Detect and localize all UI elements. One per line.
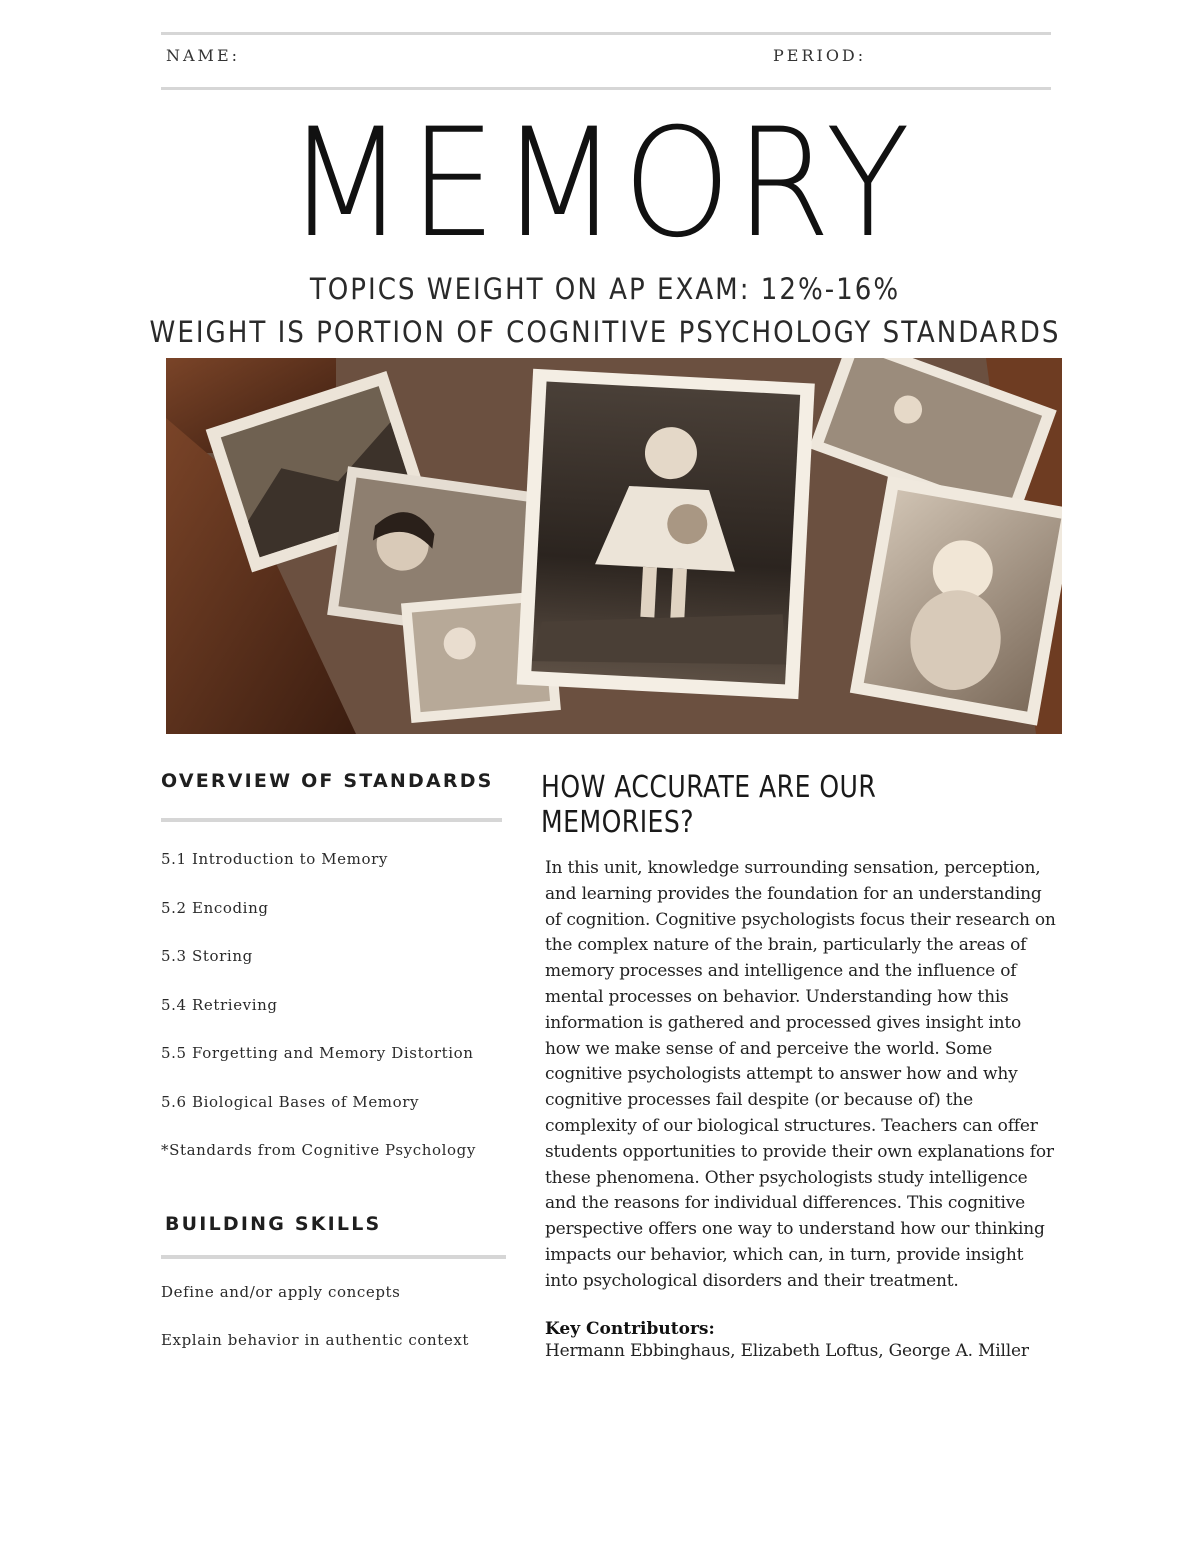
overview-rule	[161, 818, 502, 822]
list-item: 5.1 Introduction to Memory	[161, 850, 388, 868]
standards-list	[161, 849, 506, 1189]
list-item: 5.5 Forgetting and Memory Distortion	[161, 1044, 474, 1062]
article-body: In this unit, knowledge surrounding sensation, perception, and learning provides the foundation for an understanding of cognition. Cognitive psychologists focus their research on the complex nature of the brain, particularly the areas of memory processes and intelligence and the influence of mental processes on behavior. Understanding how this information is gathered and processed gives insight into how we make sense of and perceive the world. Some cognitive psychologists attempt to answer how and why cognitive processes fail despite (or because of) the complexity of our biological structures. Teachers can offer students opportunities to provide their own explanations for these phenomena. Other psychologists study intelligence and the reasons for individual differences. This cognitive perspective offers one way to understand how our thinking impacts our behavior, which can, in turn, provide insight into psychological disorders and their treatment.	[545, 858, 1056, 1291]
list-item: 5.2 Encoding	[161, 898, 269, 917]
key-contributors-names: Hermann Ebbinghaus, Elizabeth Loftus, George A. Miller	[545, 1340, 1029, 1361]
girl-with-ball-photo	[517, 369, 815, 699]
list-item: 5.3 Storing	[161, 947, 253, 965]
baby-photo-right	[850, 476, 1062, 726]
key-contributors-label: Key Contributors:	[545, 1318, 715, 1339]
exam-weight-subtitle: TOPICS WEIGHT ON AP EXAM: 12%-16%	[309, 272, 901, 306]
article-column	[541, 770, 1061, 1361]
article-heading: HOW ACCURATE ARE OUR MEMORIES?	[541, 770, 877, 840]
skills-rule	[161, 1255, 506, 1259]
page-title: MEMORY	[286, 97, 914, 271]
list-item: 5.6 Biological Bases of Memory	[161, 1092, 420, 1111]
list-item: Explain behavior in authentic context	[161, 1331, 470, 1349]
period-label: PERIOD:	[773, 46, 867, 65]
standards-column	[161, 770, 506, 1379]
weight-note-subtitle: WEIGHT IS PORTION OF COGNITIVE PSYCHOLOGY STANDARDS	[149, 315, 1061, 349]
name-label: NAME:	[166, 46, 241, 65]
header-top-rule	[161, 32, 1051, 35]
list-item: Define and/or apply concepts	[161, 1282, 401, 1301]
list-item: *Standards from Cognitive Psychology	[161, 1141, 476, 1159]
skills-list	[161, 1282, 506, 1379]
skills-heading: BUILDING SKILLS	[165, 1212, 382, 1235]
overview-heading: OVERVIEW OF STANDARDS	[161, 770, 494, 792]
vintage-photos-image	[166, 358, 1062, 734]
header-bottom-rule	[161, 87, 1051, 90]
list-item: 5.4 Retrieving	[161, 995, 278, 1014]
